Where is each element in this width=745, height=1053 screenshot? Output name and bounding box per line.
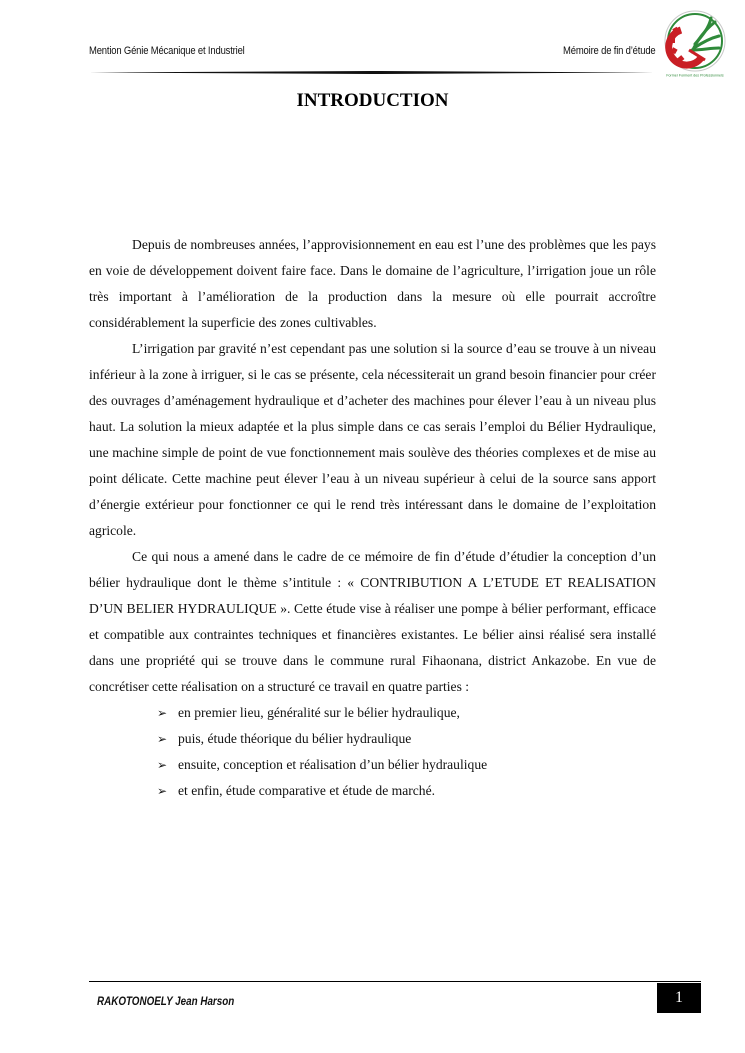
list-item	[157, 726, 656, 752]
parts-list	[89, 700, 656, 804]
arrow-bullet-icon: ➢	[157, 784, 168, 798]
list-item-text: ensuite, conception et réalisation d’un bélier hydraulique	[178, 757, 488, 772]
list-item	[157, 700, 656, 726]
footer-rule	[89, 981, 701, 982]
header-right-text: Mémoire de fin d’étude	[562, 45, 655, 57]
footer-author: RAKOTONOELY Jean Harson	[97, 994, 235, 1008]
paragraph-2: L’irrigation par gravité n’est cependant pas une solution si la source d’eau se trouve à un niveau inférieur à la zone à irriguer, si le cas se présente, cela nécessiterait un grand besoin financier pour créer des ouvrages d’aménagement hydraulique et d’acheter des machines pour élever l’eau à un niveau plus haut. La solution la mieux adaptée et la plus simple dans ce cas serais l’emploi du Bélier Hydraulique, une machine simple de point de vue fonctionnement mais soulève des théories complexes et de mise au point délicate. Cette machine peut élever l’eau à un niveau supérieur à celui de la source sans apport d’énergie extérieur pour fonctionner ce qui le rend très intéressant dans le domaine de l’exploitation agricole.	[89, 341, 656, 538]
arrow-bullet-icon: ➢	[157, 758, 168, 772]
list-item-text: puis, étude théorique du bélier hydraulique	[178, 731, 412, 746]
institution-logo-icon	[659, 8, 731, 80]
body-text	[89, 232, 656, 804]
logo-caption: Former Forment des Professionnels	[666, 73, 724, 78]
header-left-text: Mention Génie Mécanique et Industriel	[89, 45, 245, 57]
arrow-bullet-icon: ➢	[157, 732, 168, 746]
paragraph-3: Ce qui nous a amené dans le cadre de ce mémoire de fin d’étude d’étudier la conception d’un bélier hydraulique dont le thème s’intitule : « CONTRIBUTION A L’ETUDE ET REALISATION D’UN BELIER HYDRAULIQUE ». Cette étude vise à réaliser une pompe à bélier performant, efficace et compatible aux contraintes techniques et financières existantes. Le bélier ainsi réalisé sera installé dans une propriété qui se trouve dans le commune rural Fihaonana, district Ankazobe. En vue de concrétiser cette réalisation on a structuré ce travail en quatre parties :	[89, 549, 656, 694]
page-title: INTRODUCTION	[296, 90, 449, 111]
paragraph-1: Depuis de nombreuses années, l’approvisionnement en eau est l’une des problèmes que les pays en voie de développement doivent faire face. Dans le domaine de l’agriculture, l’irrigation joue un rôle très important à l’amélioration de la production dans la mesure où elle pourrait accroître considérablement la superficie des zones cultivables.	[89, 237, 656, 330]
list-item-text: en premier lieu, généralité sur le bélier hydraulique,	[178, 705, 460, 720]
arrow-bullet-icon: ➢	[157, 706, 168, 720]
page-number: 1	[657, 983, 701, 1013]
header-rule	[89, 71, 654, 74]
list-item-text: et enfin, étude comparative et étude de marché.	[178, 783, 436, 798]
list-item	[157, 752, 656, 778]
list-item	[157, 778, 656, 804]
